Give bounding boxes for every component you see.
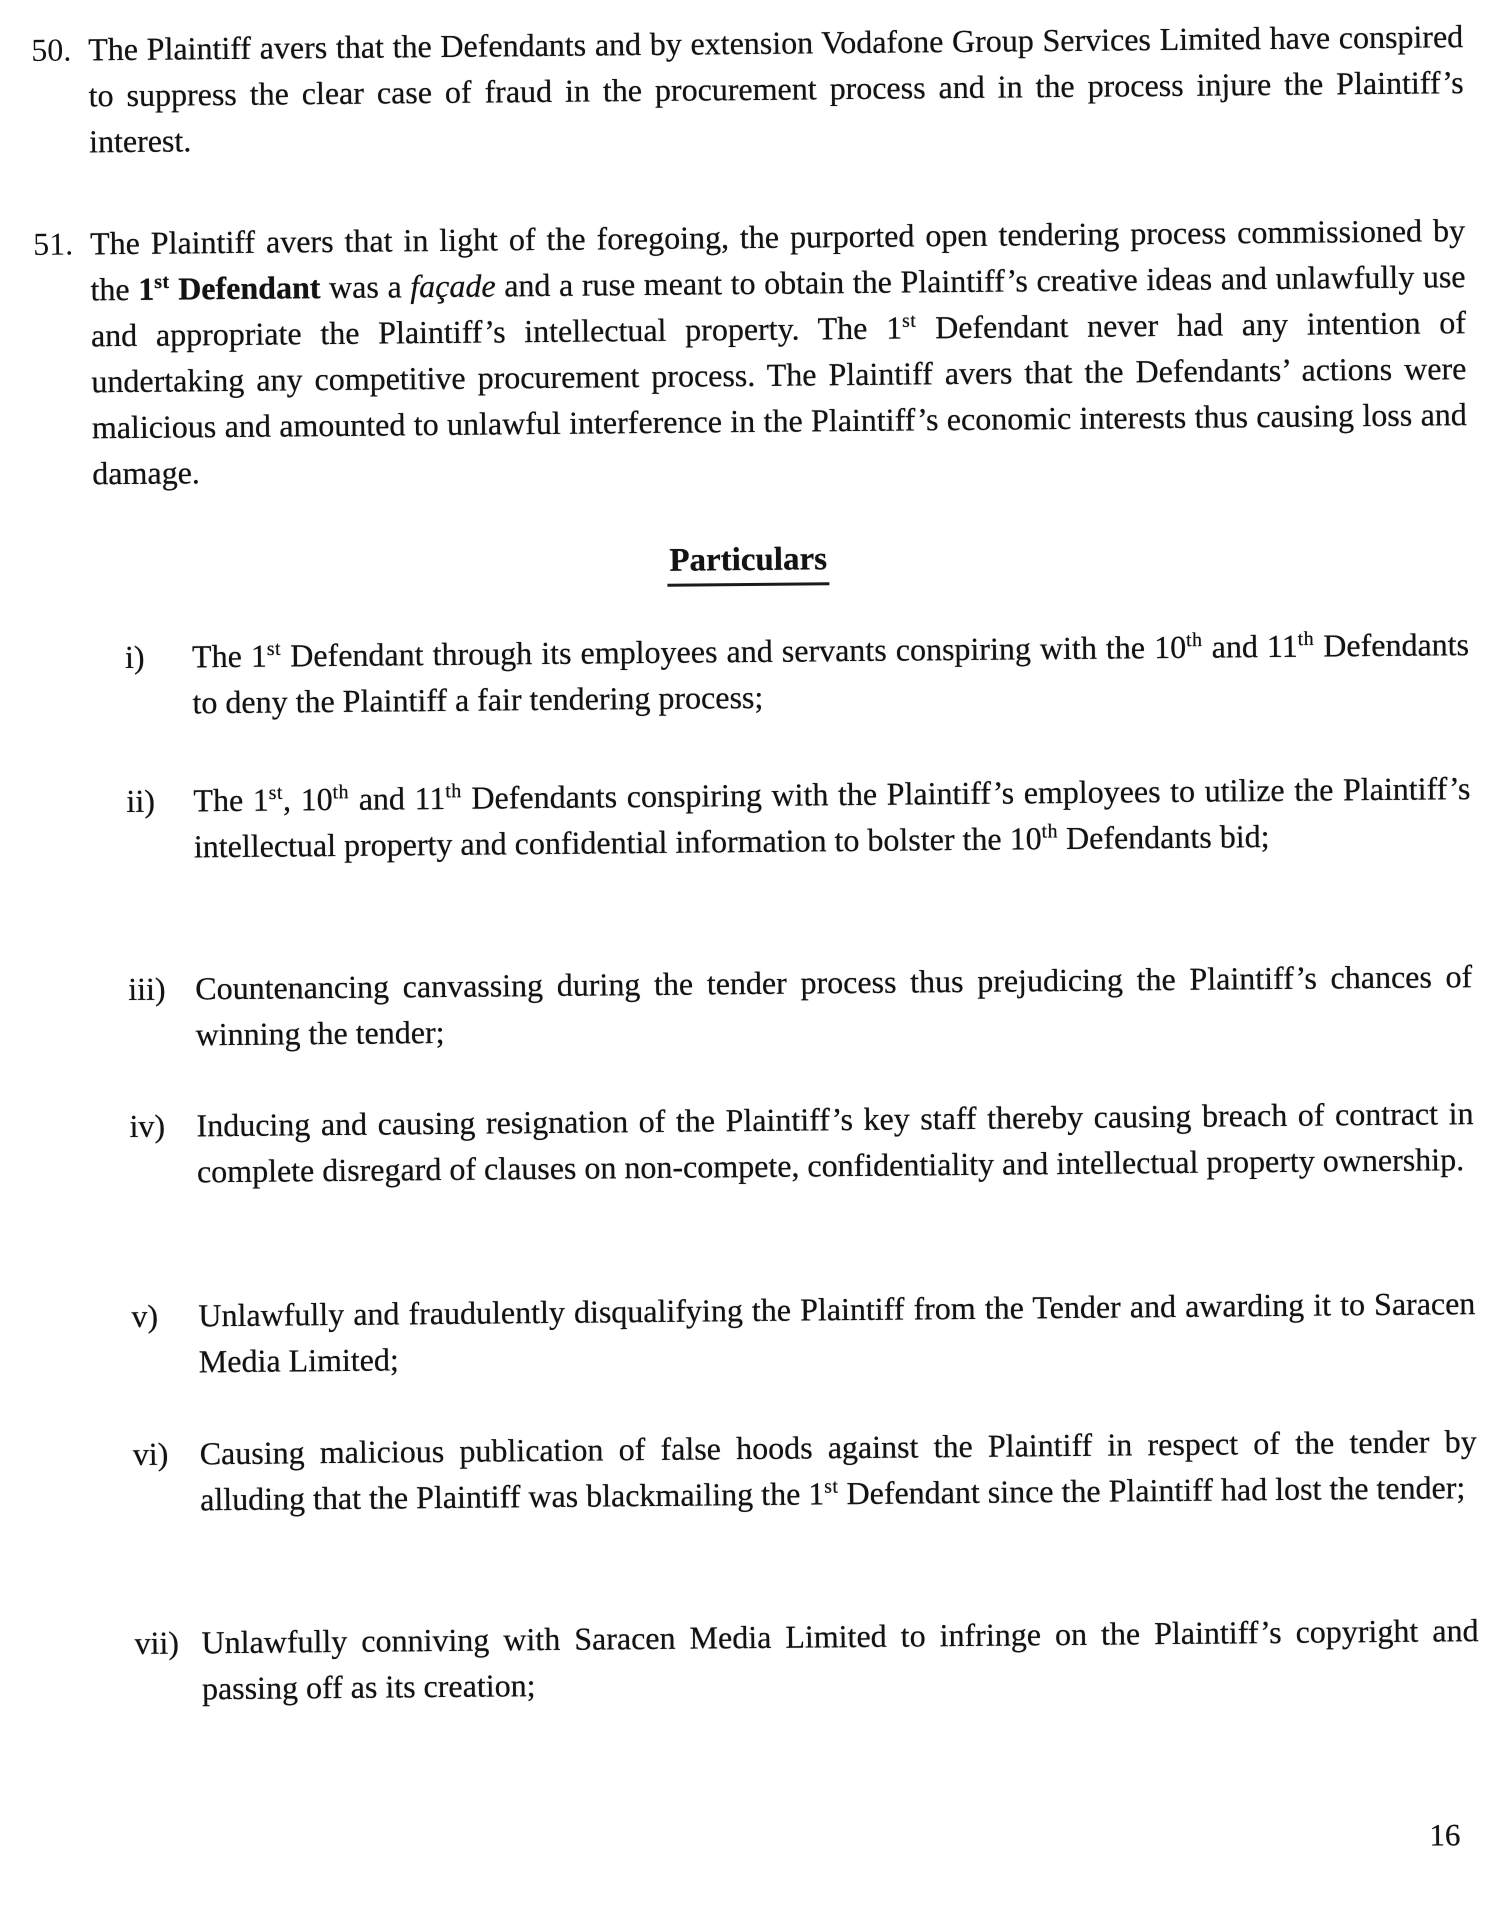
list-item-v-marker: v) (131, 1297, 159, 1334)
paragraph-51-run-bold: 1 (138, 270, 155, 307)
list-item-i-marker: i) (124, 638, 145, 676)
list-item-ii-run: Defendants bid; (1057, 818, 1270, 857)
paragraph-51-text (90, 207, 1468, 496)
list-item-i-superscript: th (1185, 629, 1203, 652)
list-item-vi (132, 1418, 1477, 1523)
list-item-ii-run: and 11 (348, 779, 446, 817)
particulars-heading-row (0, 533, 1500, 593)
list-item-i-run: The 1 (191, 637, 268, 675)
paragraph-51-run-italic: façade (410, 267, 496, 305)
paragraph-51-run: The Plaintiff avers that in light of the foregoing, the purported open tendering process commissioned by the (89, 212, 1466, 308)
paragraph-51-run: Defendant never had any intention of undertaking any competitive procurement process. The Plaintiff avers that the Defendants’ actions were malicious and amounted to unlawful interference in the Plaintiff’s economic interests thus causing loss and damage. (91, 304, 1467, 492)
paragraph-51-superscript: st (154, 270, 170, 294)
list-item-vii-text: Unlawfully conniving with Saracen Media Limited to infringe on the Plaintiff’s copyright and passing off as its creation; (201, 1612, 1479, 1707)
list-item-vi-run: Defendant since the Plaintiff had lost the tender; (838, 1469, 1466, 1512)
list-item-vii (134, 1607, 1479, 1712)
list-item-iv (129, 1090, 1474, 1195)
list-item-i-superscript: st (266, 637, 282, 660)
list-item-iv-marker: iv) (129, 1107, 166, 1144)
list-item-i-superscript: th (1297, 627, 1315, 651)
list-item-vi-run: Causing malicious publication of false hoods against the Plaintiff in respect of the tender by alluding that the Plaintiff was blackmailing the 1 (199, 1423, 1477, 1518)
list-item-iii (128, 953, 1473, 1058)
list-item-v (131, 1280, 1476, 1385)
list-item-ii-run: The 1 (193, 781, 269, 819)
list-item-ii-superscript: th (1041, 820, 1059, 843)
paragraph-50 (31, 13, 1464, 165)
list-item-ii-superscript: th (445, 780, 462, 803)
list-item-i (125, 621, 1470, 726)
list-item-ii-text (193, 765, 1471, 869)
paragraph-51-number: 51. (32, 225, 74, 262)
list-item-iv-text: Inducing and causing resignation of the Plaintiff’s key staff thereby causing breach of contract in complete disregard of clauses on non-compete, confidentiality and intellectual property ownership. (196, 1095, 1474, 1190)
list-item-i-run: Defendant through its employees and servants conspiring with the 10 (280, 628, 1187, 674)
list-item-iii-marker: iii) (128, 970, 166, 1007)
list-item-i-run: and 11 (1202, 627, 1298, 665)
paragraph-51-run-bold: Defendant (169, 269, 321, 307)
paragraph-51-run: was a (320, 268, 411, 306)
list-item-ii-superscript: th (332, 781, 350, 804)
list-item-vii-marker: vii) (134, 1624, 180, 1661)
list-item-v-text: Unlawfully and fraudulently disqualifying the Plaintiff from the Tender and awarding it to Saracen Media Limited; (198, 1285, 1476, 1380)
list-item-ii-run: , 10 (282, 781, 333, 818)
paragraph-51-run: and a ruse meant to obtain the Plaintiff’s creative ideas and unlawfully use and appropriate the Plaintiff’s intellectual property. The 1 (90, 258, 1466, 354)
page-number: 16 (1429, 1817, 1461, 1853)
list-item-vi-superscript: st (824, 1475, 839, 1498)
list-item-ii (126, 765, 1471, 870)
list-item-ii-marker: ii) (126, 782, 156, 819)
list-item-iii-text: Countenancing canvassing during the tender process thus prejudicing the Plaintiff’s chances of winning the tender; (195, 958, 1473, 1053)
particulars-heading: Particulars (667, 539, 829, 587)
list-item-vi-marker: vi) (132, 1435, 169, 1472)
paragraph-50-text: The Plaintiff avers that the Defendants and by extension Vodafone Group Services Limited have conspired to suppress the clear case of fraud in the procurement process and in the process injure the Plaintiff’s interest. (88, 18, 1464, 160)
paragraph-51 (33, 207, 1468, 497)
paragraph-51-superscript: st (901, 309, 917, 332)
list-item-ii-run: Defendants conspiring with the Plaintiff’s employees to utilize the Plaintiff’s intellectual property and confidential information to bolster the 10 (193, 770, 1471, 865)
list-item-i-run: Defendants to deny the Plaintiff a fair tendering process; (192, 626, 1470, 721)
list-item-vi-text (199, 1418, 1477, 1522)
list-item-i-text (192, 621, 1470, 725)
list-item-ii-superscript: st (268, 781, 284, 804)
paragraph-50-number: 50. (31, 31, 72, 68)
